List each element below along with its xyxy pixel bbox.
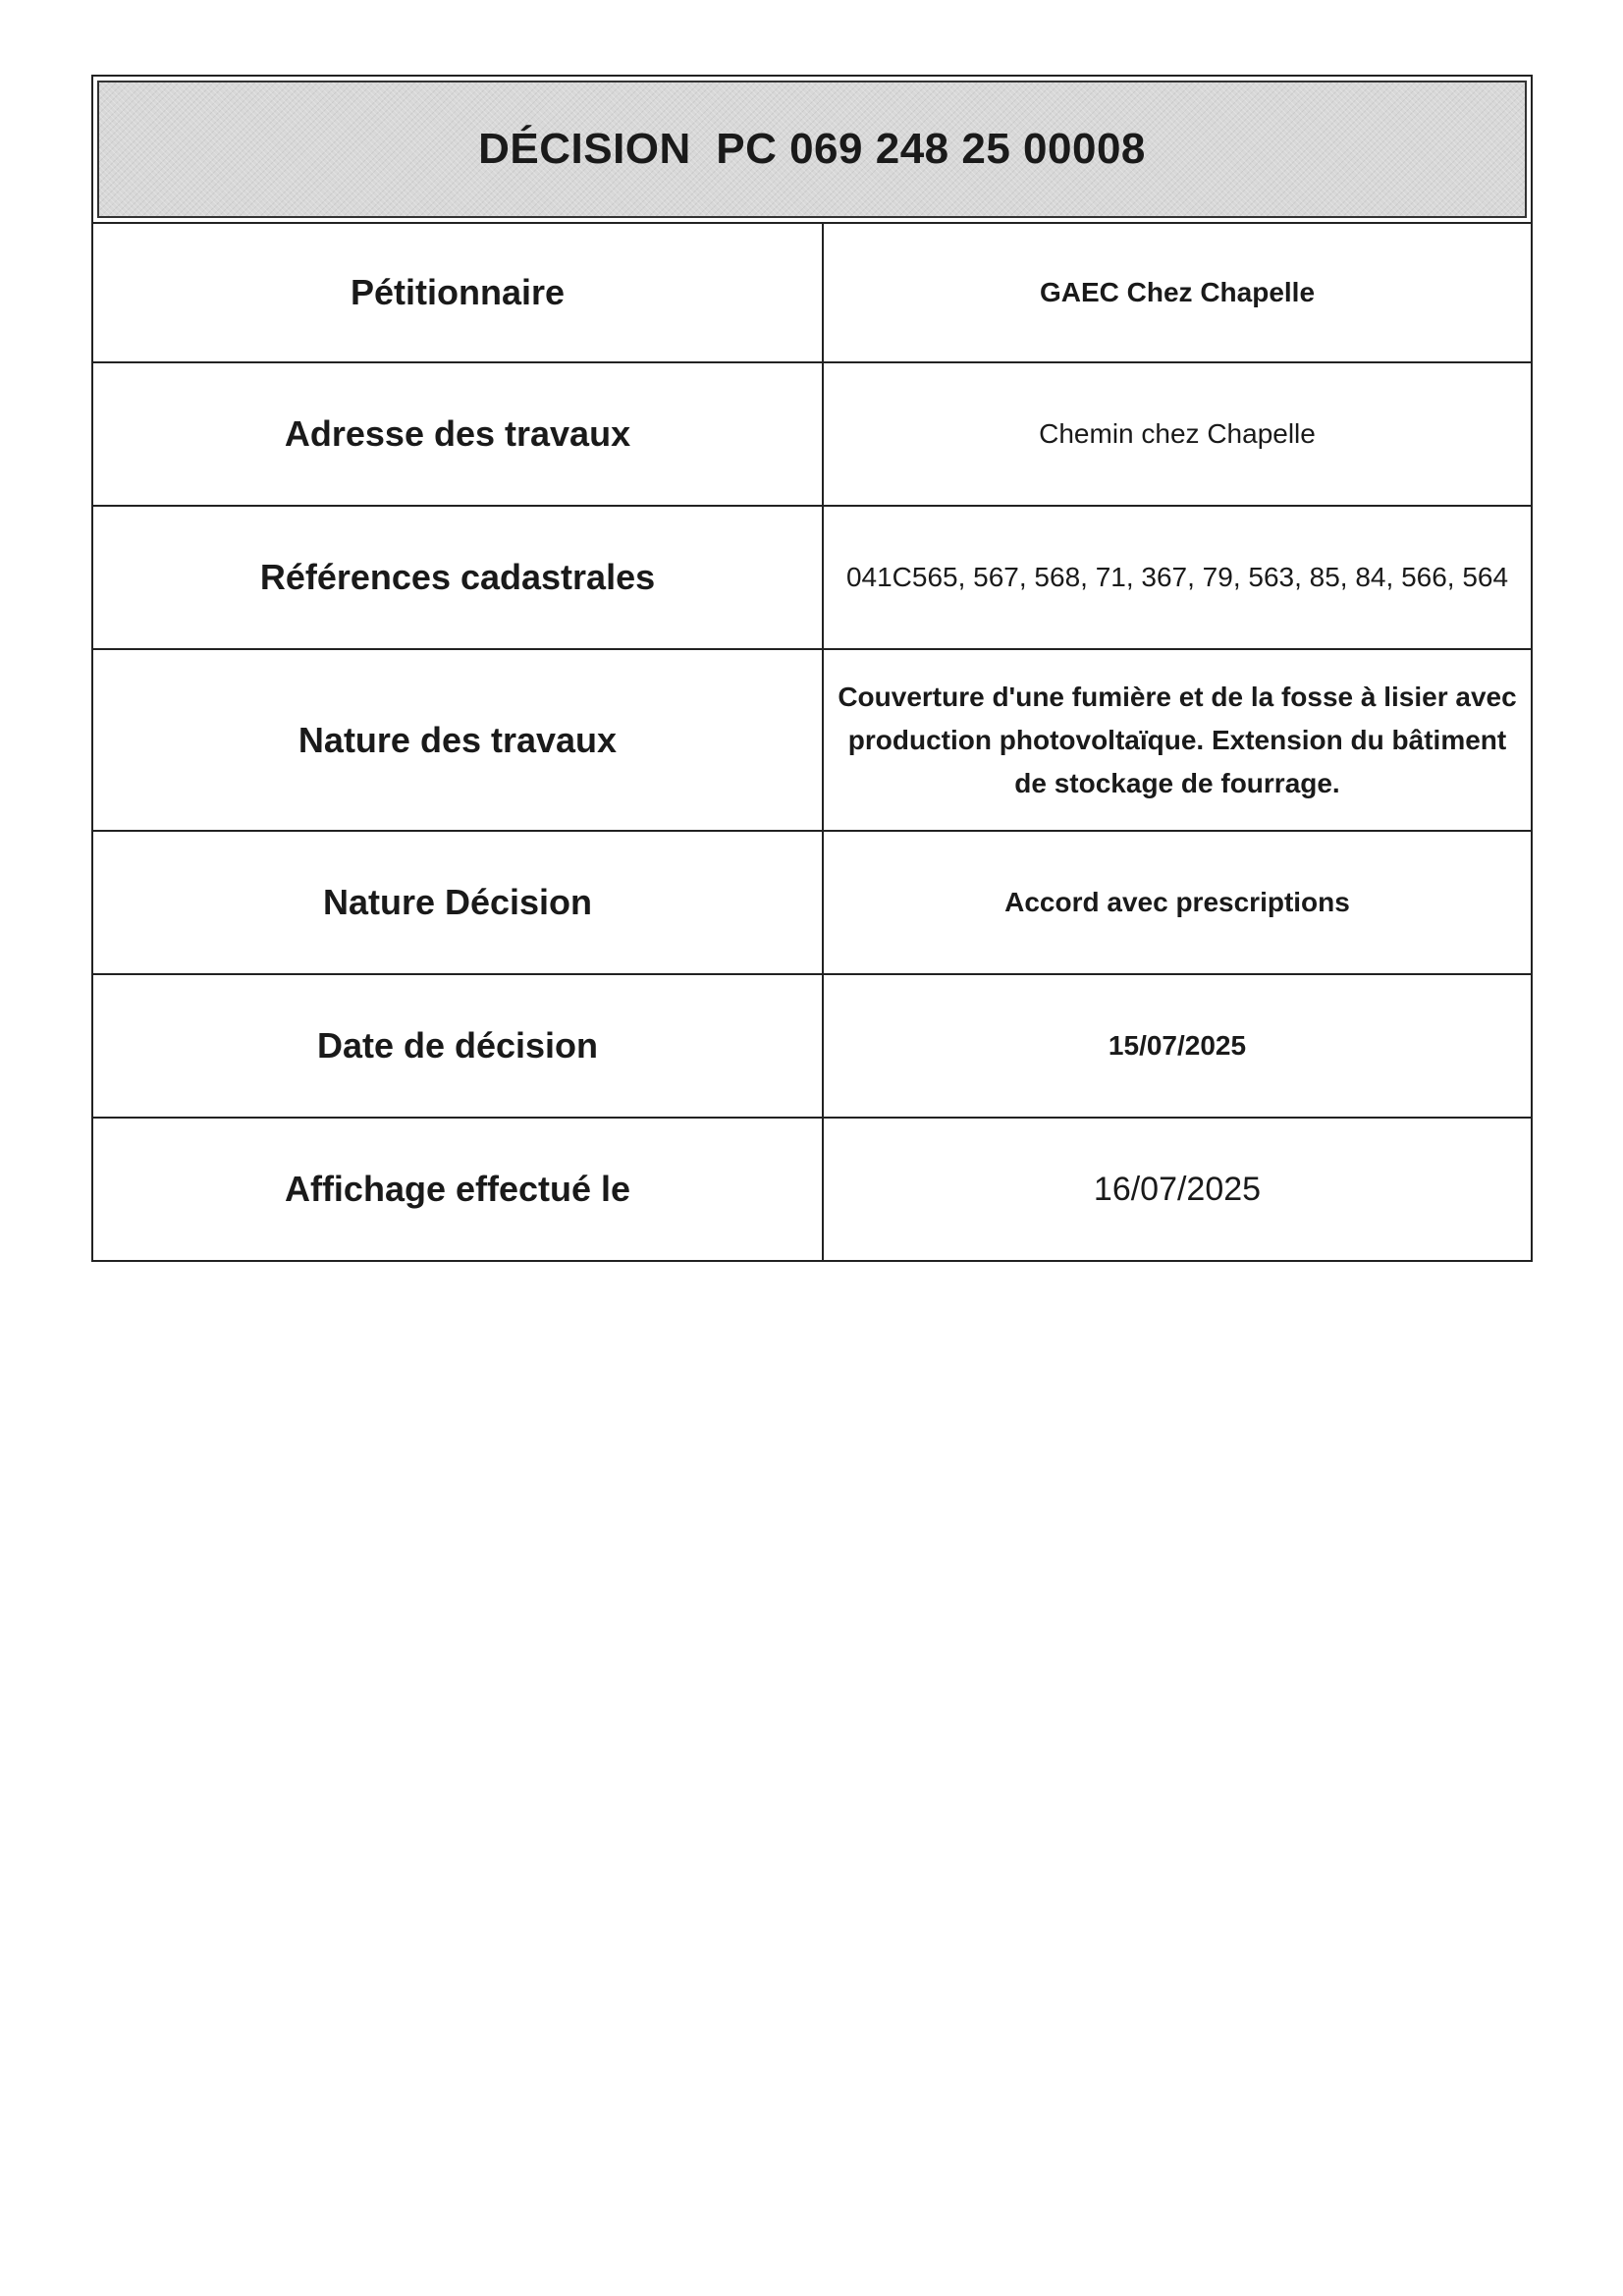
row-label-references: Références cadastrales	[92, 506, 823, 649]
row-label-nature-decision: Nature Décision	[92, 831, 823, 974]
title-banner	[97, 81, 1527, 218]
row-value-nature-decision: Accord avec prescriptions	[823, 831, 1532, 974]
row-value-references: 041C565, 567, 568, 71, 367, 79, 563, 85, 84, 566, 564	[823, 506, 1532, 649]
row-value-affichage: 16/07/2025	[823, 1118, 1532, 1261]
row-label-adresse: Adresse des travaux	[92, 362, 823, 506]
decision-table	[91, 222, 1533, 1262]
document-title: DÉCISION PC 069 248 25 00008	[478, 125, 1146, 173]
row-value-adresse: Chemin chez Chapelle	[823, 362, 1532, 506]
row-value-nature-travaux: Couverture d'une fumière et de la fosse à lisier avec production photovoltaïque. Extension du bâtiment de stockage de fourrage.	[823, 649, 1532, 831]
table-row	[92, 506, 1532, 649]
table-row	[92, 1118, 1532, 1261]
row-label-date-decision: Date de décision	[92, 974, 823, 1118]
table-row	[92, 974, 1532, 1118]
row-label-nature-travaux: Nature des travaux	[92, 649, 823, 831]
table-row	[92, 649, 1532, 831]
row-label-petitionnaire: Pétitionnaire	[92, 223, 823, 362]
table-row	[92, 362, 1532, 506]
table-row	[92, 831, 1532, 974]
table-row	[92, 223, 1532, 362]
row-label-affichage: Affichage effectué le	[92, 1118, 823, 1261]
decision-document	[91, 75, 1535, 1262]
title-box	[91, 75, 1533, 224]
row-value-date-decision: 15/07/2025	[823, 974, 1532, 1118]
row-value-petitionnaire: GAEC Chez Chapelle	[823, 223, 1532, 362]
